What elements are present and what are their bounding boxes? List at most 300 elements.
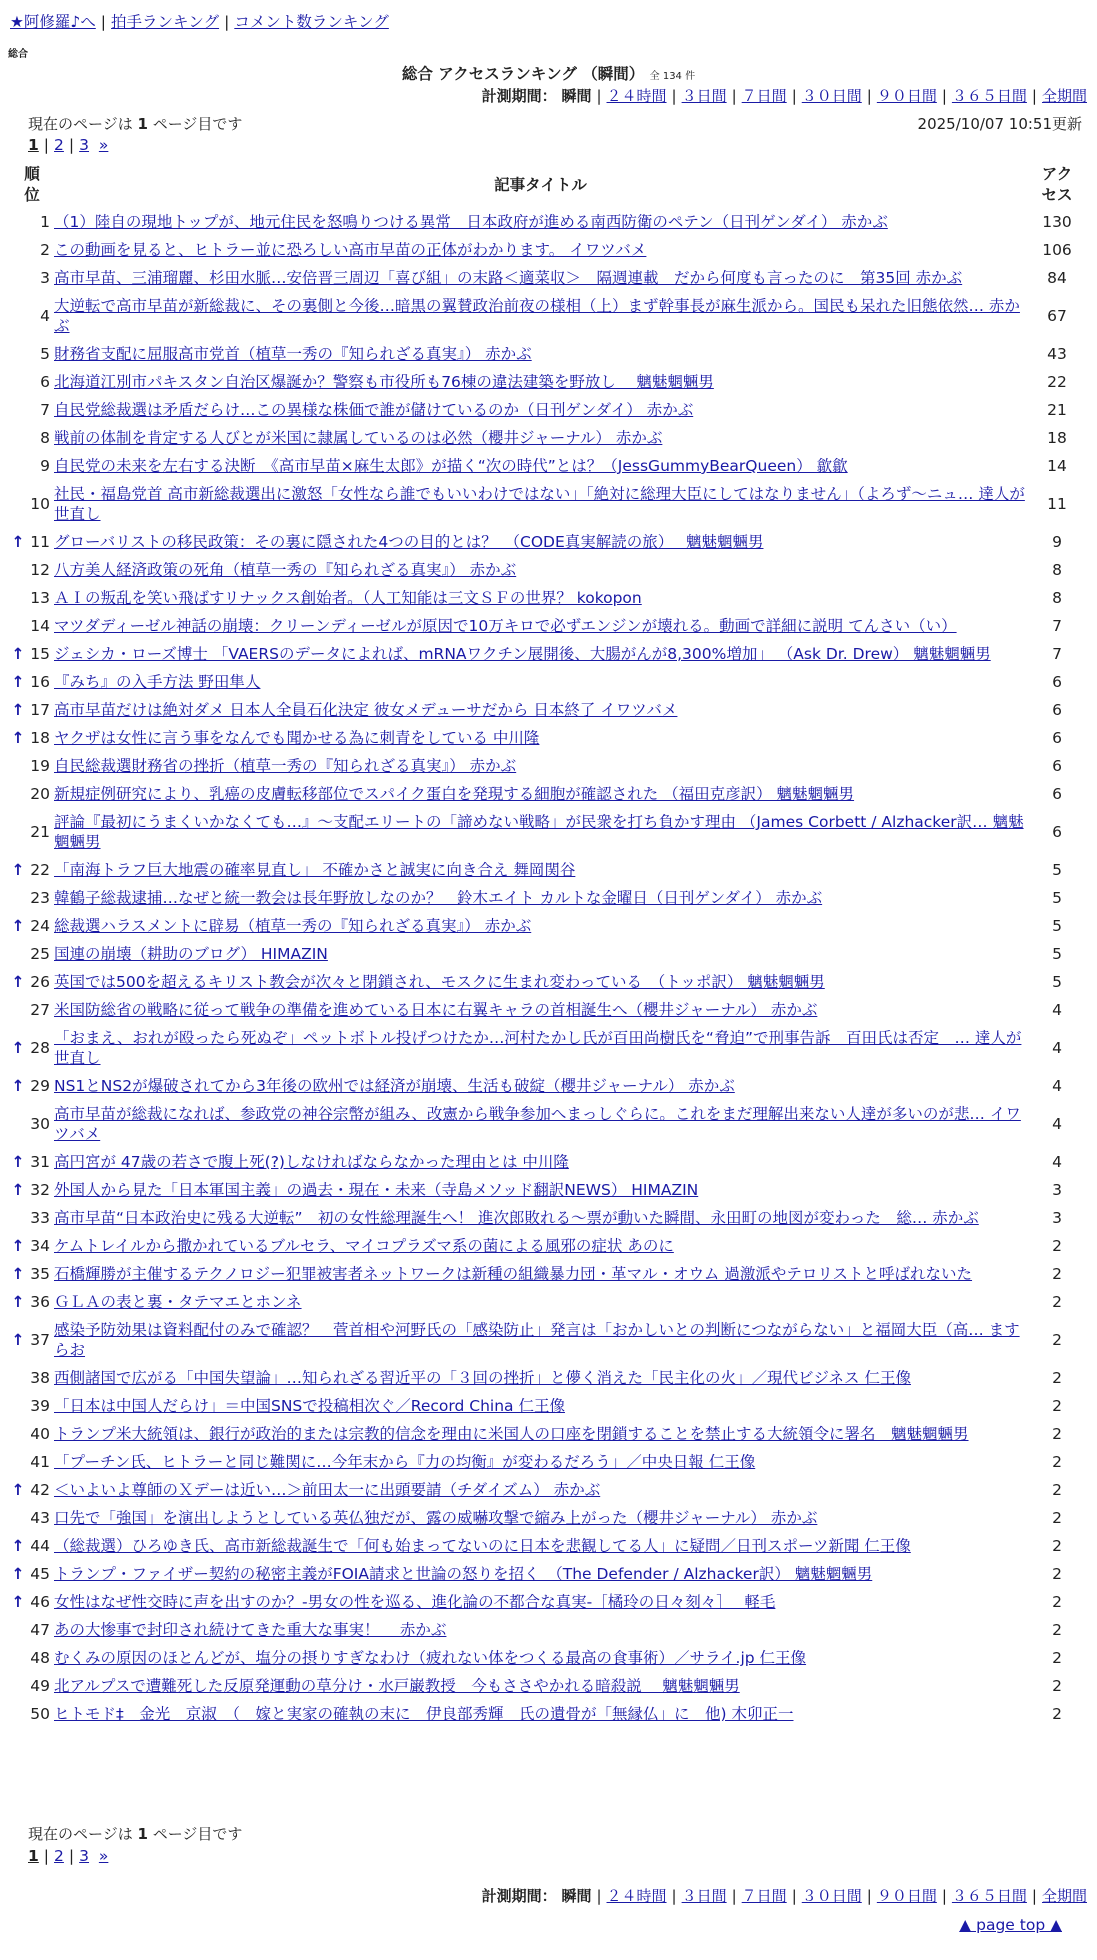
rank-change-cell bbox=[10, 1420, 26, 1448]
rank-number: 8 bbox=[40, 429, 50, 447]
article-title-link[interactable]: 総裁選ハラスメントに辟易（植草一秀の『知られざる真実』） 赤かぶ bbox=[54, 917, 532, 935]
rank-number: 23 bbox=[30, 889, 50, 907]
access-count: 4 bbox=[1052, 1115, 1062, 1133]
rank-header bbox=[10, 162, 54, 208]
article-title-cell bbox=[54, 208, 1027, 236]
ranking-table-body bbox=[10, 208, 1087, 1728]
table-row bbox=[10, 912, 1087, 940]
rank-change-cell bbox=[10, 1532, 26, 1560]
rank-number: 14 bbox=[30, 617, 50, 635]
rank-change-cell bbox=[10, 640, 26, 668]
period-3d-link[interactable]: ３日間 bbox=[681, 87, 727, 105]
period-90d-link[interactable]: ９０日間 bbox=[876, 87, 937, 105]
separator: | bbox=[941, 87, 947, 105]
rank-number: 7 bbox=[40, 401, 50, 419]
rank-number: 32 bbox=[30, 1181, 50, 1199]
rank-change-cell bbox=[10, 912, 26, 940]
rank-number: 38 bbox=[30, 1369, 50, 1387]
rank-change-cell bbox=[10, 424, 26, 452]
article-title-link[interactable]: 高円宮が 47歳の若さで腹上死(?)しなければならなかった理由とは 中川隆 bbox=[54, 1153, 569, 1171]
rank-change-cell bbox=[10, 1700, 26, 1728]
access-count: 6 bbox=[1052, 823, 1062, 841]
article-title-link[interactable]: 『みち』の入手方法 野田隼人 bbox=[54, 673, 261, 691]
table-row bbox=[10, 1504, 1087, 1532]
period-current: 瞬間 bbox=[561, 87, 592, 105]
article-title-cell bbox=[54, 1288, 1027, 1316]
article-title-link[interactable]: 高市早苗が総裁になれば、参政党の神谷宗幣が組み、改憲から戦争参加へまっしぐらに。これをまだ理解出来ない人達が多いのが悲… イワツバメ bbox=[54, 1105, 1021, 1143]
rank-change-cell bbox=[10, 696, 26, 724]
article-title-link[interactable]: トランプ米大統領は、銀行が政治的または宗教的信念を理由に米国人の口座を閉鎖することを禁止する大統領令に署名 魑魅魍魎男 bbox=[54, 1425, 969, 1443]
article-title-link[interactable]: ＡＩの叛乱を笑い飛ばすリナックス創始者。（人工知能は三文ＳＦの世界？ kokopon bbox=[54, 589, 642, 607]
rank-change-cell bbox=[10, 1316, 26, 1364]
rank-change-cell bbox=[10, 452, 26, 480]
access-count: 4 bbox=[1052, 1153, 1062, 1171]
rank-change-cell bbox=[10, 1476, 26, 1504]
table-row bbox=[10, 1364, 1087, 1392]
access-count: 67 bbox=[1047, 307, 1067, 325]
section-label: 総合 bbox=[8, 49, 28, 60]
article-title-link[interactable]: この動画を見ると、ヒトラー並に恐ろしい高市早苗の正体がわかります。 イワツバメ bbox=[54, 241, 647, 259]
page-top-link[interactable]: ▲ page top ▲ bbox=[959, 1916, 1062, 1934]
article-title-cell bbox=[54, 368, 1027, 396]
period-selector-top bbox=[482, 85, 1087, 106]
rank-number: 27 bbox=[30, 1001, 50, 1019]
article-title-cell bbox=[54, 1176, 1027, 1204]
article-title-link[interactable]: グローバリストの移民政策：その裏に隠された4つの目的とは？ （CODE真実解読の旅） 魑魅魍魎男 bbox=[54, 533, 764, 551]
asyura-home-link[interactable]: ★阿修羅♪へ bbox=[10, 13, 96, 31]
rank-change-cell bbox=[10, 1392, 26, 1420]
article-title-cell bbox=[54, 912, 1027, 940]
article-title-link[interactable]: ＜いよいよ尊師のＸデーは近い…＞前田太一に出頭要請（チダイズム） 赤かぶ bbox=[54, 1481, 601, 1499]
access-count: 2 bbox=[1052, 1565, 1062, 1583]
article-title-link[interactable]: ヤクザは女性に言う事をなんでも聞かせる為に刺青をしている 中川隆 bbox=[54, 729, 540, 747]
table-row bbox=[10, 292, 1087, 340]
article-title-link[interactable]: 国連の崩壊（耕助のブログ） HIMAZIN bbox=[54, 945, 328, 963]
article-title-cell bbox=[54, 612, 1027, 640]
rank-number: 41 bbox=[30, 1453, 50, 1471]
article-title-cell bbox=[54, 1204, 1027, 1232]
access-count: 2 bbox=[1052, 1677, 1062, 1695]
separator: | bbox=[941, 1887, 947, 1905]
rank-change-cell bbox=[10, 856, 26, 884]
table-row bbox=[10, 996, 1087, 1024]
rank-number: 25 bbox=[30, 945, 50, 963]
access-count: 9 bbox=[1052, 533, 1062, 551]
article-title-link[interactable]: NS1とNS2が爆破されてから3年後の欧州では経済が崩壊、生活も破綻（櫻井ジャーナル） 赤かぶ bbox=[54, 1077, 735, 1095]
separator: | bbox=[224, 13, 230, 31]
article-title-cell bbox=[54, 1316, 1027, 1364]
separator: | bbox=[731, 87, 737, 105]
article-title-cell bbox=[54, 1532, 1027, 1560]
rank-number: 43 bbox=[30, 1509, 50, 1527]
separator: | bbox=[791, 1887, 797, 1905]
period-selector-bottom bbox=[482, 1885, 1087, 1906]
period-24h-link[interactable]: ２４時間 bbox=[606, 87, 667, 105]
rank-change-cell bbox=[10, 480, 26, 528]
table-row bbox=[10, 668, 1087, 696]
access-count: 4 bbox=[1052, 1039, 1062, 1057]
article-title-link[interactable]: あの大惨事で封印され続けてきた重大な事実！ 赤かぶ bbox=[54, 1621, 447, 1639]
access-count: 2 bbox=[1052, 1425, 1062, 1443]
table-row bbox=[10, 1316, 1087, 1364]
article-title-cell bbox=[54, 884, 1027, 912]
access-count: 84 bbox=[1047, 269, 1067, 287]
table-row bbox=[10, 968, 1087, 996]
period-365d-link[interactable]: ３６５日間 bbox=[951, 87, 1027, 105]
article-title-cell bbox=[54, 480, 1027, 528]
access-count: 2 bbox=[1052, 1621, 1062, 1639]
article-title-link[interactable]: 感染予防効果は資料配付のみで確認？ 菅首相や河野氏の「感染防止」発言は「おかしいとの判断につながらない」と福岡大臣（高… ますらお bbox=[54, 1321, 1020, 1359]
article-title-cell bbox=[54, 640, 1027, 668]
rank-number: 49 bbox=[30, 1677, 50, 1695]
up-arrow-icon: ↑ bbox=[11, 1077, 25, 1095]
rank-change-cell bbox=[10, 1288, 26, 1316]
article-title-link[interactable]: 大逆転で高市早苗が新総裁に、その裏側と今後…暗黒の翼賛政治前夜の様相（上）まず幹事長が麻生派から。国民も呆れた旧態依然… 赤かぶ bbox=[54, 297, 1020, 335]
access-count: 22 bbox=[1047, 373, 1067, 391]
access-count: 2 bbox=[1052, 1509, 1062, 1527]
article-title-link[interactable]: 「日本は中国人だらけ」＝中国SNSで投稿相次ぐ／Record China 仁王像 bbox=[54, 1397, 565, 1415]
rank-number: 1 bbox=[40, 213, 50, 231]
access-count: 2 bbox=[1052, 1481, 1062, 1499]
access-count: 5 bbox=[1052, 973, 1062, 991]
article-title-link[interactable]: トランプ・ファイザー契約の秘密主義がFOIA請求と世論の怒りを招く （The Defender / Alzhacker訳） 魑魅魍魎男 bbox=[54, 1565, 873, 1583]
table-row bbox=[10, 556, 1087, 584]
access-count: 21 bbox=[1047, 401, 1067, 419]
table-row bbox=[10, 724, 1087, 752]
rank-change-cell bbox=[10, 340, 26, 368]
access-count: 11 bbox=[1047, 495, 1067, 513]
access-count: 130 bbox=[1042, 213, 1072, 231]
article-title-link[interactable]: 韓鶴子総裁逮捕…なぜと統一教会は長年野放しなのか？ 鈴木エイト カルトな金曜日（日刊ゲンダイ） 赤かぶ bbox=[54, 889, 823, 907]
article-title-link[interactable]: 戦前の体制を肯定する人びとが米国に隷属しているのは必然（櫻井ジャーナル） 赤かぶ bbox=[54, 429, 663, 447]
article-title-link[interactable]: 「南海トラフ巨大地震の確率見直し」 不確かさと誠実に向き合え 舞岡関谷 bbox=[54, 861, 576, 879]
top-navigation bbox=[10, 10, 389, 32]
access-count: 2 bbox=[1052, 1265, 1062, 1283]
up-arrow-icon: ↑ bbox=[11, 701, 25, 719]
rank-change-cell bbox=[10, 968, 26, 996]
separator: | bbox=[596, 87, 602, 105]
access-count: 5 bbox=[1052, 861, 1062, 879]
rank-number: 40 bbox=[30, 1425, 50, 1443]
access-count: 2 bbox=[1052, 1705, 1062, 1723]
current-page-info bbox=[28, 113, 242, 134]
access-count: 8 bbox=[1052, 589, 1062, 607]
table-row bbox=[10, 236, 1087, 264]
rank-number: 30 bbox=[30, 1115, 50, 1133]
rank-change-cell bbox=[10, 884, 26, 912]
article-title-link[interactable]: マツダディーゼル神話の崩壊：クリーンディーゼルが原因で10万キロで必ずエンジンが壊れる。動画で詳細に説明 てんさい（い） bbox=[54, 617, 957, 635]
article-title-link[interactable]: 高市早苗、三浦瑠麗、杉田水脈…安倍晋三周辺「喜び組」の末路＜適菜収＞ 隔週連載 だから何度も言ったのに 第35回 赤かぶ bbox=[54, 269, 963, 287]
pager-page-2-link[interactable]: 2 bbox=[54, 136, 64, 154]
total-count: 全 134 件 bbox=[649, 71, 696, 82]
article-title-link[interactable]: 「おまえ、おれが殴ったら死ぬぞ」ペットボトル投げつけたか…河村たかし氏が百田尚樹氏を“脅迫”で刑事告訴 百田氏は否定 … 達人が世直し bbox=[54, 1029, 1022, 1067]
period-current: 瞬間 bbox=[561, 1887, 592, 1905]
pager-current-page: 1 bbox=[28, 1847, 39, 1865]
rank-change-cell bbox=[10, 1616, 26, 1644]
article-title-link[interactable]: 女性はなぜ性交時に声を出すのか？-男女の性を巡る、進化論の不都合な真実-［橘玲の日々刻々］ 軽毛 bbox=[54, 1593, 776, 1611]
access-count: 5 bbox=[1052, 945, 1062, 963]
up-arrow-icon: ↑ bbox=[11, 973, 25, 991]
access-count: 6 bbox=[1052, 729, 1062, 747]
current-page-pre: 現在のページは bbox=[28, 1825, 138, 1843]
access-header bbox=[1027, 162, 1087, 208]
table-row bbox=[10, 696, 1087, 724]
separator: | bbox=[731, 1887, 737, 1905]
separator: | bbox=[1031, 1887, 1037, 1905]
article-title-cell bbox=[54, 340, 1027, 368]
up-arrow-icon: ↑ bbox=[11, 1593, 25, 1611]
period-all-link[interactable]: 全期間 bbox=[1041, 1887, 1087, 1905]
separator: | bbox=[100, 13, 107, 31]
period-3d-link[interactable]: ３日間 bbox=[681, 1887, 727, 1905]
table-row bbox=[10, 752, 1087, 780]
period-7d-link[interactable]: ７日間 bbox=[741, 1887, 787, 1905]
article-title-link[interactable]: 米国防総省の戦略に従って戦争の準備を進めている日本に右翼キャラの首相誕生へ（櫻井ジャーナル） 赤かぶ bbox=[54, 1001, 818, 1019]
page-top-link-wrap bbox=[959, 1916, 1062, 1934]
article-title-link[interactable]: 新規症例研究により、乳癌の皮膚転移部位でスパイク蛋白を発現する細胞が確認された （福田克彦訳） 魑魅魍魎男 bbox=[54, 785, 855, 803]
table-row bbox=[10, 1024, 1087, 1072]
access-count: 2 bbox=[1052, 1593, 1062, 1611]
period-30d-link[interactable]: ３０日間 bbox=[801, 1887, 862, 1905]
table-row bbox=[10, 856, 1087, 884]
access-count: 106 bbox=[1042, 241, 1072, 259]
rank-change-cell bbox=[10, 1672, 26, 1700]
table-row bbox=[10, 1588, 1087, 1616]
access-count: 18 bbox=[1047, 429, 1067, 447]
period-7d-link[interactable]: ７日間 bbox=[741, 87, 787, 105]
rank-change-cell bbox=[10, 1100, 26, 1148]
rank-change-cell bbox=[10, 264, 26, 292]
access-count: 7 bbox=[1052, 617, 1062, 635]
up-arrow-icon: ↑ bbox=[11, 1293, 25, 1311]
separator: | bbox=[68, 136, 75, 154]
access-count: 8 bbox=[1052, 561, 1062, 579]
rank-number: 3 bbox=[40, 269, 50, 287]
article-title-cell bbox=[54, 452, 1027, 480]
article-title-link[interactable]: むくみの原因のほとんどが、塩分の摂りすぎなわけ（疲れない体をつくる最高の食事術）／サライ.jp 仁王像 bbox=[54, 1649, 807, 1667]
separator: | bbox=[43, 136, 50, 154]
period-all-link[interactable]: 全期間 bbox=[1041, 87, 1087, 105]
rank-change-cell bbox=[10, 292, 26, 340]
rank-number: 15 bbox=[30, 645, 50, 663]
article-title-link[interactable]: 外国人から見た「日本軍国主義」の過去・現在・未来（寺島メソッド翻訳NEWS） HIMAZIN bbox=[54, 1181, 699, 1199]
article-title-link[interactable]: 高市早苗だけは絶対ダメ 日本人全員石化決定 彼女メデューサだから 日本終了 イワツバメ bbox=[54, 701, 678, 719]
up-arrow-icon: ↑ bbox=[11, 1481, 25, 1499]
article-title-link[interactable]: 評論『最初にうまくいかなくても…』〜支配エリートの「諦めない戦略」が民衆を打ち負かす理由 （James Corbett / Alzhacker訳… 魑魅魍魎男 bbox=[54, 813, 1024, 851]
rank-change-cell bbox=[10, 1072, 26, 1100]
rank-number: 44 bbox=[30, 1537, 50, 1555]
table-row bbox=[10, 1448, 1087, 1476]
article-title-link[interactable]: ケムトレイルから撒かれているブルセラ、マイコプラズマ系の菌による風邪の症状 あのに bbox=[54, 1237, 674, 1255]
separator: | bbox=[791, 87, 797, 105]
article-title-cell bbox=[54, 1672, 1027, 1700]
pager-next-link[interactable]: » bbox=[98, 1847, 109, 1865]
title-header: 記事タイトル bbox=[494, 175, 587, 194]
rank-change-cell bbox=[10, 724, 26, 752]
rank-change-cell bbox=[10, 208, 26, 236]
separator: | bbox=[1031, 87, 1037, 105]
article-title-link[interactable]: 八方美人経済政策の死角（植草一秀の『知られざる真実』） 赤かぶ bbox=[54, 561, 517, 579]
current-page-post: ページ目です bbox=[147, 1825, 243, 1843]
applause-ranking-link[interactable]: 拍手ランキング bbox=[111, 13, 220, 31]
period-30d-link[interactable]: ３０日間 bbox=[801, 87, 862, 105]
period-365d-link[interactable]: ３６５日間 bbox=[951, 1887, 1027, 1905]
rank-number: 6 bbox=[40, 373, 50, 391]
article-title-cell bbox=[54, 996, 1027, 1024]
pager-next-link[interactable]: » bbox=[98, 136, 109, 154]
rank-number: 5 bbox=[40, 345, 50, 363]
table-row bbox=[10, 452, 1087, 480]
rank-number: 2 bbox=[40, 241, 50, 259]
rank-change-cell bbox=[10, 396, 26, 424]
access-count: 6 bbox=[1052, 757, 1062, 775]
table-row bbox=[10, 1420, 1087, 1448]
access-count: 14 bbox=[1047, 457, 1067, 475]
access-count: 2 bbox=[1052, 1369, 1062, 1387]
article-title-link[interactable]: 財務省支配に屈服高市党首（植草一秀の『知られざる真実』） 赤かぶ bbox=[54, 345, 532, 363]
rank-number: 39 bbox=[30, 1397, 50, 1415]
rank-change-cell bbox=[10, 1232, 26, 1260]
article-title-cell bbox=[54, 1476, 1027, 1504]
pager-page-3-link[interactable]: 3 bbox=[79, 136, 90, 154]
period-90d-link[interactable]: ９０日間 bbox=[876, 1887, 937, 1905]
article-title-link[interactable]: 口先で「強国」を演出しようとしている英仏独だが、露の威嚇攻撃で縮み上がった（櫻井ジャーナル） 赤かぶ bbox=[54, 1509, 818, 1527]
article-title-cell bbox=[54, 1644, 1027, 1672]
rank-number: 46 bbox=[30, 1593, 50, 1611]
article-title-cell bbox=[54, 1024, 1027, 1072]
access-count: 6 bbox=[1052, 701, 1062, 719]
table-row bbox=[10, 396, 1087, 424]
article-title-link[interactable]: 北海道江別市パキスタン自治区爆誕か？警察も市役所も76棟の違法建築を野放し 魑魅魍魎男 bbox=[54, 373, 714, 391]
rank-number: 13 bbox=[30, 589, 50, 607]
pager-page-2-link[interactable]: 2 bbox=[54, 1847, 64, 1865]
table-row bbox=[10, 528, 1087, 556]
rank-number: 18 bbox=[30, 729, 50, 747]
table-header-row bbox=[10, 162, 1087, 208]
article-title-link[interactable]: 西側諸国で広がる「中国失望論」…知られざる習近平の「３回の挫折」と儚く消えた「民主化の火」／現代ビジネス 仁王像 bbox=[54, 1369, 911, 1387]
article-title-link[interactable]: 北アルプスで遭難死した反原発運動の草分け・水戸巌教授 今もささやかれる暗殺説 魑魅魍魎男 bbox=[54, 1677, 740, 1695]
separator: | bbox=[671, 87, 677, 105]
pager-bottom bbox=[28, 1847, 108, 1865]
rank-change-cell bbox=[10, 528, 26, 556]
rank-change-cell bbox=[10, 1644, 26, 1672]
article-title-link[interactable]: 社民・福島党首 高市新総裁選出に激怒「女性なら誰でもいいわけではない」「絶対に総理大臣にしてはなりません」（よろず〜ニュ… 達人が世直し bbox=[54, 485, 1025, 523]
access-count: 2 bbox=[1052, 1237, 1062, 1255]
table-row bbox=[10, 1204, 1087, 1232]
rank-change-cell bbox=[10, 612, 26, 640]
separator: | bbox=[596, 1887, 602, 1905]
article-title-link[interactable]: 高市早苗“日本政治史に残る大逆転” 初の女性総理誕生へ！ 進次郎敗れる〜票が動いた瞬間、永田町の地図が変わった 総… 赤かぶ bbox=[54, 1209, 979, 1227]
rank-change-cell bbox=[10, 1204, 26, 1232]
rank-number: 36 bbox=[30, 1293, 50, 1311]
article-title-cell bbox=[54, 1232, 1027, 1260]
up-arrow-icon: ↑ bbox=[11, 1331, 25, 1349]
article-title-cell bbox=[54, 752, 1027, 780]
separator: | bbox=[866, 87, 872, 105]
article-title-link[interactable]: ヒトモド‡ 金光 京淑 （ 嫁と実家の確執の末に 伊良部秀輝 氏の遺骨が「無縁仏」に 他) 木卯正一 bbox=[54, 1705, 794, 1723]
article-title-cell bbox=[54, 1364, 1027, 1392]
rank-change-cell bbox=[10, 1448, 26, 1476]
rank-change-cell bbox=[10, 1588, 26, 1616]
table-row bbox=[10, 1288, 1087, 1316]
article-title-link[interactable]: 自民総裁選財務省の挫折（植草一秀の『知られざる真実』） 赤かぶ bbox=[54, 757, 517, 775]
rank-change-cell bbox=[10, 940, 26, 968]
rank-number: 28 bbox=[30, 1039, 50, 1057]
table-row bbox=[10, 640, 1087, 668]
table-row bbox=[10, 1560, 1087, 1588]
rank-number: 9 bbox=[40, 457, 50, 475]
rank-number: 42 bbox=[30, 1481, 50, 1499]
article-title-cell bbox=[54, 668, 1027, 696]
article-title-link[interactable]: ＧＬＡの表と裏・タテマエとホンネ bbox=[54, 1293, 302, 1311]
rank-number: 12 bbox=[30, 561, 50, 579]
period-24h-link[interactable]: ２４時間 bbox=[606, 1887, 667, 1905]
comment-ranking-link[interactable]: コメント数ランキング bbox=[234, 13, 389, 31]
article-title-cell bbox=[54, 968, 1027, 996]
table-row bbox=[10, 1176, 1087, 1204]
rank-number: 22 bbox=[30, 861, 50, 879]
up-arrow-icon: ↑ bbox=[11, 1181, 25, 1199]
article-title-cell bbox=[54, 1448, 1027, 1476]
access-count: 6 bbox=[1052, 785, 1062, 803]
rank-number: 45 bbox=[30, 1565, 50, 1583]
rank-number: 33 bbox=[30, 1209, 50, 1227]
article-title-link[interactable]: 「プーチン氏、ヒトラーと同じ難関に…今年末から『力の均衡』が変わるだろう」／中央日報 仁王像 bbox=[54, 1453, 756, 1471]
access-count: 5 bbox=[1052, 917, 1062, 935]
up-arrow-icon: ↑ bbox=[11, 1153, 25, 1171]
access-count: 2 bbox=[1052, 1453, 1062, 1471]
access-count: 43 bbox=[1047, 345, 1067, 363]
article-title-link[interactable]: 自民党の未来を左右する決断 《高市早苗×麻生太郎》が描く“次の時代”とは？（JessGummyBearQueen） 歙歙 bbox=[54, 457, 848, 475]
article-title-link[interactable]: ジェシカ・ローズ博士 「VAERSのデータによれば、mRNAワクチン展開後、大腸がんが8,300%増加」 （Ask Dr. Drew） 魑魅魍魎男 bbox=[54, 645, 991, 663]
article-title-link[interactable]: （1）陸自の現地トップが、地元住民を怒鳴りつける異常 日本政府が進める南西防衛のペテン（日刊ゲンダイ） 赤かぶ bbox=[54, 213, 888, 231]
access-count: 2 bbox=[1052, 1537, 1062, 1555]
article-title-cell bbox=[54, 940, 1027, 968]
table-row bbox=[10, 368, 1087, 396]
rank-change-cell bbox=[10, 1024, 26, 1072]
article-title-link[interactable]: 英国では500を超えるキリスト教会が次々と閉鎖され、モスクに生まれ変わっている （トッポ訳） 魑魅魍魎男 bbox=[54, 973, 825, 991]
article-title-cell bbox=[54, 396, 1027, 424]
up-arrow-icon: ↑ bbox=[11, 645, 25, 663]
article-title-cell bbox=[54, 264, 1027, 292]
pager-page-3-link[interactable]: 3 bbox=[79, 1847, 90, 1865]
rank-number: 4 bbox=[40, 307, 50, 325]
up-arrow-icon: ↑ bbox=[11, 1237, 25, 1255]
up-arrow-icon: ↑ bbox=[11, 1537, 25, 1555]
pager-top bbox=[28, 136, 108, 154]
rank-change-cell bbox=[10, 1364, 26, 1392]
rank-header-text: 順位 bbox=[24, 165, 40, 204]
current-page-number: 1 bbox=[137, 1825, 148, 1843]
article-title-link[interactable]: （総裁選）ひろゆき氏、高市新総裁誕生で「何も始まってないのに日本を悲観してる人」に疑問／日刊スポーツ新聞 仁王像 bbox=[54, 1537, 911, 1555]
access-count: 2 bbox=[1052, 1649, 1062, 1667]
table-row bbox=[10, 1532, 1087, 1560]
article-title-cell bbox=[54, 1504, 1027, 1532]
article-title-cell bbox=[54, 1420, 1027, 1448]
article-title-link[interactable]: 石橋輝勝が主催するテクノロジー犯罪被害者ネットワークは新種の組織暴力団・革マル・オウム 過激派やテロリストと呼ばれないた bbox=[54, 1265, 973, 1283]
current-page-number: 1 bbox=[137, 115, 148, 133]
article-title-cell bbox=[54, 1100, 1027, 1148]
up-arrow-icon: ↑ bbox=[11, 1039, 25, 1057]
table-row bbox=[10, 808, 1087, 856]
table-row bbox=[10, 1644, 1087, 1672]
rank-number: 16 bbox=[30, 673, 50, 691]
article-title-cell bbox=[54, 292, 1027, 340]
article-title-cell bbox=[54, 1392, 1027, 1420]
article-title-link[interactable]: 自民党総裁選は矛盾だらけ…この異様な株価で誰が儲けているのか（日刊ゲンダイ） 赤かぶ bbox=[54, 401, 694, 419]
up-arrow-icon: ↑ bbox=[11, 1265, 25, 1283]
article-title-cell bbox=[54, 1560, 1027, 1588]
